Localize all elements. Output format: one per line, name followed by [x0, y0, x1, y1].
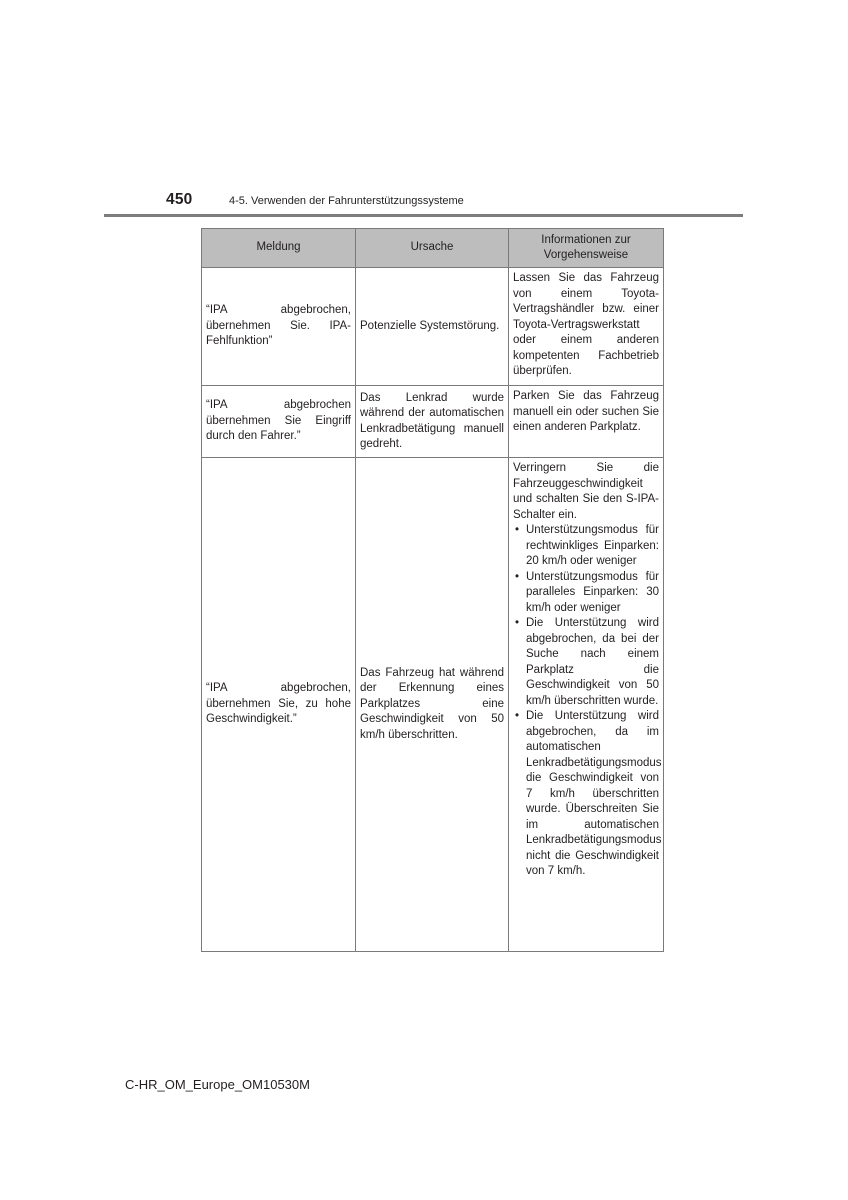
bullet-item: • Unterstützungsmodus für paralleles Einparken: 30 km/h oder weniger — [513, 570, 659, 617]
table-row — [202, 386, 664, 458]
message-cell: “IPA abgebrochen, übernehmen Sie, zu hohe Geschwindigkeit.” — [202, 458, 356, 952]
info-intro: Verringern Sie die Fahrzeuggeschwindigkeit und schalten Sie den S-IPA-Schalter ein. — [513, 462, 659, 521]
info-cell — [509, 458, 664, 952]
header-rule — [104, 214, 743, 217]
table-row — [202, 458, 664, 952]
message-cell: “IPA abgebrochen übernehmen Sie Eingriff durch den Fahrer.” — [202, 386, 356, 458]
message-cell: “IPA abgebrochen, übernehmen Sie. IPA-Fehlfunktion” — [202, 268, 356, 386]
table-row — [202, 268, 664, 386]
bullet-item: • Die Unterstützung wird abgebrochen, da bei der Suche nach einem Parkplatz die Geschwindigkeit von 50 km/h überschritten wurde. — [513, 616, 659, 709]
column-header-cause: Ursache — [356, 229, 509, 268]
page-number: 450 — [166, 191, 193, 208]
section-title: 4-5. Verwenden der Fahrunterstützungssysteme — [229, 195, 464, 207]
bullet-list — [513, 523, 662, 880]
info-cell: Parken Sie das Fahrzeug manuell ein oder suchen Sie einen anderen Parkplatz. — [509, 386, 664, 458]
column-header-info: Informationen zur Vorgehensweise — [509, 229, 664, 268]
footer-document-id: C-HR_OM_Europe_OM10530M — [125, 1077, 310, 1092]
info-cell: Lassen Sie das Fahrzeug von einem Toyota-Vertragshändler bzw. einer Toyota-Vertragswerkstatt oder einem anderen kompetenten Fachbetrieb überprüfen. — [509, 268, 664, 386]
cause-cell: Das Fahrzeug hat während der Erkennung eines Parkplatzes eine Geschwindigkeit von 50 km/h überschritten. — [356, 458, 509, 952]
bullet-item: • Unterstützungsmodus für rechtwinkliges Einparken: 20 km/h oder weniger — [513, 523, 659, 570]
message-table — [201, 228, 664, 952]
cause-cell: Das Lenkrad wurde während der automatischen Lenkradbetätigung manuell gedreht. — [356, 386, 509, 458]
bullet-item: • Die Unterstützung wird abgebrochen, da im automatischen Lenkradbetätigungsmodus die Geschwindigkeit von 7 km/h überschritten wurde. Überschreiten Sie im automatischen Lenkradbetätigungsmodus nicht die Geschwindigkeit von 7 km/h. — [513, 709, 659, 880]
table-header-row — [202, 229, 664, 268]
cause-cell: Potenzielle Systemstörung. — [356, 268, 509, 386]
column-header-message: Meldung — [202, 229, 356, 268]
